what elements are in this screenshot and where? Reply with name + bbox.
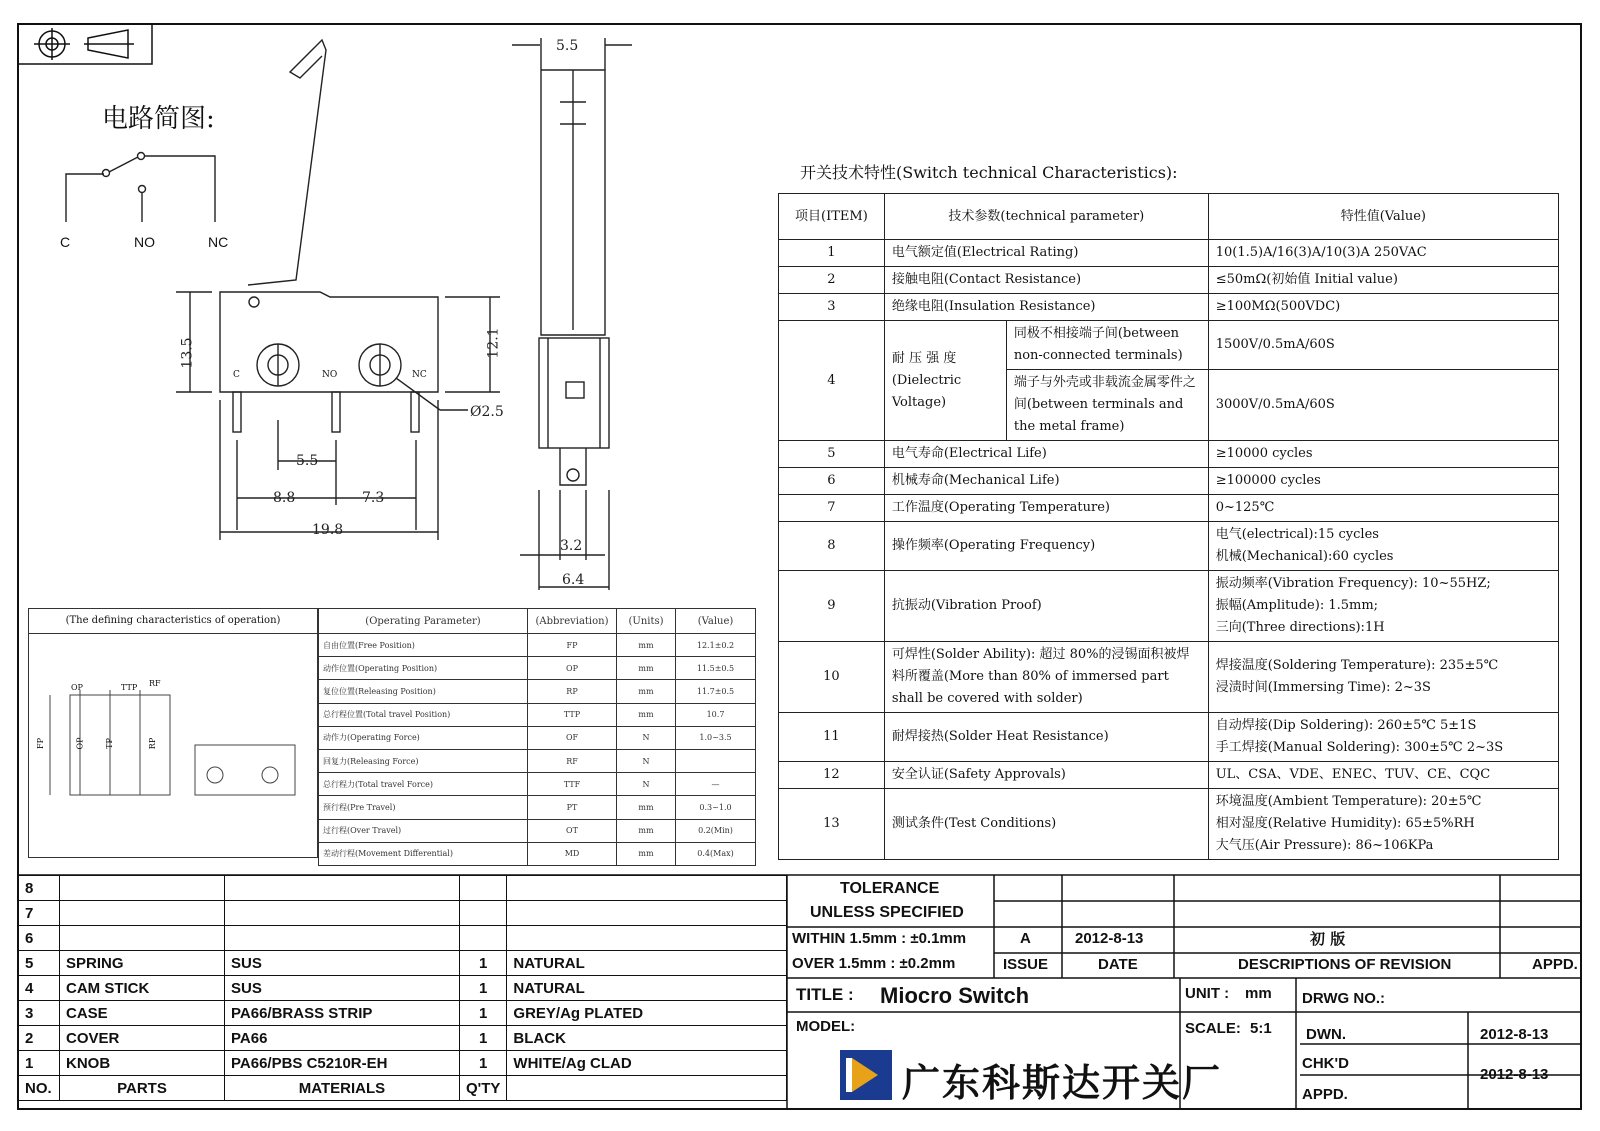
op-unit: mm [617, 634, 676, 657]
operation-header-defining: (The defining characteristics of operation) [29, 609, 317, 634]
spec-row-value: 振动频率(Vibration Frequency): 10~55HZ; 振幅(Amplitude): 1.5mm; 三向(Three directions):1H [1208, 571, 1558, 642]
bom-part: CASE [60, 1001, 225, 1026]
diagram-label-op: OP [71, 683, 83, 692]
spec-row-subparam: 端子与外壳或非载流金属零件之间(between terminals and the metal frame) [1006, 370, 1208, 441]
op-header-param: (Operating Parameter) [319, 609, 528, 634]
projection-symbol-icon [34, 28, 134, 60]
dim-top-width: 5.5 [556, 38, 579, 54]
op-value: — [676, 773, 756, 796]
terminal-c-label: C [60, 234, 71, 250]
spec-row-value: ≥100MΩ(500VDC) [1208, 294, 1558, 321]
op-param: 过行程(Over Travel) [319, 819, 528, 842]
op-header-abbr: (Abbreviation) [528, 609, 617, 634]
dim-height-right: 12.1 [485, 327, 502, 359]
spec-row-value: UL、CSA、VDE、ENEC、TUV、CE、CQC [1208, 762, 1558, 789]
body-label-c: C [233, 370, 240, 380]
op-unit: N [617, 726, 676, 749]
op-value: 11.5±0.5 [676, 657, 756, 680]
spec-row-value: 自动焊接(Dip Soldering): 260±5℃ 5±1S 手工焊接(Manual Soldering): 300±5℃ 2~3S [1208, 713, 1558, 762]
bom-qty: 1 [460, 976, 507, 1001]
dim-right-span: 7.3 [362, 490, 385, 506]
spec-row-param: 可焊性(Solder Ability): 超过 80%的浸锡面积被焊料所覆盖(More than 80% of immersed part shall be covered with solder) [884, 642, 1208, 713]
op-unit: mm [617, 819, 676, 842]
op-unit: N [617, 773, 676, 796]
spec-row-param: 接触电阻(Contact Resistance) [884, 267, 1208, 294]
title-label: TITLE : [796, 985, 854, 1004]
bom-material: PA66 [225, 1026, 460, 1051]
spec-row-value: 0~125℃ [1208, 495, 1558, 522]
op-abbr: OP [528, 657, 617, 680]
body-label-no: NO [322, 370, 338, 380]
op-param: 动作位置(Operating Position) [319, 657, 528, 680]
spec-row-param: 机械寿命(Mechanical Life) [884, 468, 1208, 495]
op-unit: mm [617, 796, 676, 819]
spec-row-num: 10 [779, 642, 885, 713]
spec-row-num: 13 [779, 789, 885, 860]
bom-finish: WHITE/Ag CLAD [507, 1051, 787, 1076]
bom-header-parts: PARTS [60, 1076, 225, 1101]
op-unit: mm [617, 657, 676, 680]
bom-no: 6 [19, 926, 60, 951]
issue-header: ISSUE [1003, 956, 1049, 973]
spec-header-param: 技术参数(technical parameter) [884, 194, 1208, 240]
spec-row-param: 耐 压 强 度 (Dielectric Voltage) [884, 321, 1006, 441]
dwn-label: DWN. [1306, 1026, 1346, 1043]
spec-row-num: 3 [779, 294, 885, 321]
bom-part: CAM STICK [60, 976, 225, 1001]
bom-material: SUS [225, 976, 460, 1001]
tolerance-label: TOLERANCE [840, 880, 940, 897]
spec-row-subparam: 同极不相接端子间(between non-connected terminals) [1006, 321, 1208, 370]
switch-front-view [176, 40, 500, 540]
spec-row-param: 操作频率(Operating Frequency) [884, 522, 1208, 571]
op-abbr: RP [528, 680, 617, 703]
bom-no: 8 [19, 876, 60, 901]
op-unit: N [617, 749, 676, 772]
op-param: 回复力(Releasing Force) [319, 749, 528, 772]
spec-row-num: 12 [779, 762, 885, 789]
body-label-nc: NC [412, 370, 427, 380]
revision-description: 初 版 [1310, 930, 1346, 948]
bom-material: PA66/PBS C5210R-EH [225, 1051, 460, 1076]
op-value: 11.7±0.5 [676, 680, 756, 703]
bom-table [18, 875, 787, 1101]
circuit-title: 电路简图: [102, 104, 215, 134]
bom-finish: BLACK [507, 1026, 787, 1051]
dim-height-left: 13.5 [179, 337, 196, 369]
bom-part: COVER [60, 1026, 225, 1051]
tolerance-within: WITHIN 1.5mm : ±0.1mm [792, 930, 967, 947]
spec-row-value: 焊接温度(Soldering Temperature): 235±5℃ 浸渍时间(Immersing Time): 2~3S [1208, 642, 1558, 713]
op-param: 差动行程(Movement Differential) [319, 842, 528, 865]
spec-row-num: 8 [779, 522, 885, 571]
spec-table [778, 193, 1559, 860]
op-value: 12.1±0.2 [676, 634, 756, 657]
bom-no: 2 [19, 1026, 60, 1051]
op-unit: mm [617, 703, 676, 726]
dim-hole: Ø2.5 [470, 404, 504, 420]
company-name: 广东科斯达开关厂 [902, 1061, 1223, 1105]
spec-row-value: ≥10000 cycles [1208, 441, 1558, 468]
spec-header-value: 特性值(Value) [1208, 194, 1558, 240]
op-abbr: TTF [528, 773, 617, 796]
bom-qty: 1 [460, 1026, 507, 1051]
appd-header: APPD. [1532, 956, 1578, 973]
bom-header-materials: MATERIALS [225, 1076, 460, 1101]
op-unit: mm [617, 680, 676, 703]
spec-row-value: ≤50mΩ(初始值 Initial value) [1208, 267, 1558, 294]
spec-row-num: 6 [779, 468, 885, 495]
op-value [676, 749, 756, 772]
spec-row-num: 5 [779, 441, 885, 468]
diagram-label-tp: TP [104, 738, 114, 749]
bom-no: 3 [19, 1001, 60, 1026]
op-value: 1.0~3.5 [676, 726, 756, 749]
unit-value: mm [1245, 985, 1272, 1002]
spec-row-param: 电气寿命(Electrical Life) [884, 441, 1208, 468]
dim-pin-spacing: 5.5 [296, 453, 319, 469]
bom-finish: NATURAL [507, 976, 787, 1001]
spec-row-num: 2 [779, 267, 885, 294]
bom-no: 4 [19, 976, 60, 1001]
spec-row-num: 7 [779, 495, 885, 522]
bom-qty: 1 [460, 1001, 507, 1026]
spec-row-num: 1 [779, 240, 885, 267]
terminal-nc-label: NC [208, 234, 229, 250]
diagram-label-op2: OP [75, 737, 85, 750]
spec-row-num: 9 [779, 571, 885, 642]
op-header-value: (Value) [676, 609, 756, 634]
op-abbr: FP [528, 634, 617, 657]
dim-side-width: 6.4 [562, 572, 585, 588]
spec-title: 开关技术特性(Switch technical Characteristics): [800, 163, 1178, 182]
diagram-label-rp: RP [148, 737, 158, 750]
bom-qty: 1 [460, 951, 507, 976]
bom-material: PA66/BRASS STRIP [225, 1001, 460, 1026]
op-abbr: PT [528, 796, 617, 819]
bom-part: KNOB [60, 1051, 225, 1076]
op-abbr: OT [528, 819, 617, 842]
spec-row-value: ≥100000 cycles [1208, 468, 1558, 495]
op-abbr: RF [528, 749, 617, 772]
op-abbr: OF [528, 726, 617, 749]
op-param: 动作力(Operating Force) [319, 726, 528, 749]
op-value: 0.2(Min) [676, 819, 756, 842]
bom-header-no: NO. [19, 1076, 60, 1101]
spec-row-value: 3000V/0.5mA/60S [1208, 370, 1558, 441]
op-param: 复位位置(Releasing Position) [319, 680, 528, 703]
dim-total: 19.8 [312, 522, 344, 538]
bom-no: 1 [19, 1051, 60, 1076]
chkd-date: 2012-8-13 [1480, 1066, 1549, 1083]
spec-row-param: 测试条件(Test Conditions) [884, 789, 1208, 860]
op-param: 总行程位置(Total travel Position) [319, 703, 528, 726]
revision-date: 2012-8-13 [1075, 930, 1144, 947]
diagram-label-rf: RF [149, 679, 161, 688]
spec-row-value: 10(1.5)A/16(3)A/10(3)A 250VAC [1208, 240, 1558, 267]
op-unit: mm [617, 842, 676, 865]
dim-left-span: 8.8 [273, 490, 296, 506]
switch-side-view [512, 38, 632, 590]
revision-issue: A [1020, 930, 1031, 947]
spec-row-param: 耐焊接热(Solder Heat Resistance) [884, 713, 1208, 762]
bom-no: 5 [19, 951, 60, 976]
unit-label: UNIT : [1185, 985, 1230, 1002]
appd-label: APPD. [1302, 1086, 1348, 1103]
spec-row-value: 1500V/0.5mA/60S [1208, 321, 1558, 370]
diagram-label-ttp: TTP [121, 683, 138, 692]
op-header-units: (Units) [617, 609, 676, 634]
spec-row-param: 电气额定值(Electrical Rating) [884, 240, 1208, 267]
op-param: 总行程力(Total travel Force) [319, 773, 528, 796]
spec-row-value: 电气(electrical):15 cycles 机械(Mechanical):60 cycles [1208, 522, 1558, 571]
op-param: 自由位置(Free Position) [319, 634, 528, 657]
chkd-label: CHK'D [1302, 1055, 1349, 1072]
spec-row-param: 安全认证(Safety Approvals) [884, 762, 1208, 789]
model-label: MODEL: [796, 1018, 856, 1035]
drwg-no-label: DRWG NO.: [1302, 990, 1386, 1007]
spec-row-param: 抗振动(Vibration Proof) [884, 571, 1208, 642]
spec-row-num: 11 [779, 713, 885, 762]
diagram-label-fp: FP [35, 738, 45, 749]
op-param: 预行程(Pre Travel) [319, 796, 528, 819]
bom-header-qty: Q'TY [460, 1076, 507, 1101]
bom-qty: 1 [460, 1051, 507, 1076]
scale-label: SCALE: [1185, 1020, 1241, 1037]
description-header: DESCRIPTIONS OF REVISION [1238, 956, 1452, 973]
op-abbr: MD [528, 842, 617, 865]
date-header: DATE [1098, 956, 1138, 973]
tolerance-over: OVER 1.5mm : ±0.2mm [792, 955, 956, 972]
operation-table [318, 608, 756, 866]
circuit-schematic [66, 153, 215, 223]
bom-finish: NATURAL [507, 951, 787, 976]
bom-no: 7 [19, 901, 60, 926]
terminal-no-label: NO [134, 234, 155, 250]
op-value: 0.4(Max) [676, 842, 756, 865]
dwn-date: 2012-8-13 [1480, 1026, 1549, 1043]
tolerance-unless: UNLESS SPECIFIED [810, 904, 964, 921]
spec-row-num: 4 [779, 321, 885, 441]
drawing-title: Miocro Switch [880, 983, 1030, 1008]
spec-row-param: 工作温度(Operating Temperature) [884, 495, 1208, 522]
scale-value: 5:1 [1250, 1020, 1272, 1037]
op-value: 0.3~1.0 [676, 796, 756, 819]
spec-row-param: 绝缘电阻(Insulation Resistance) [884, 294, 1208, 321]
spec-row-value: 环境温度(Ambient Temperature): 20±5℃ 相对湿度(Relative Humidity): 65±5%RH 大气压(Air Pressure): 86~106KPa [1208, 789, 1558, 860]
bom-finish: GREY/Ag PLATED [507, 1001, 787, 1026]
bom-part: SPRING [60, 951, 225, 976]
bom-material: SUS [225, 951, 460, 976]
dim-side-bottom: 3.2 [560, 538, 583, 554]
spec-header-item: 项目(ITEM) [779, 194, 885, 240]
operation-diagram-box [28, 608, 318, 858]
op-abbr: TTP [528, 703, 617, 726]
op-value: 10.7 [676, 703, 756, 726]
